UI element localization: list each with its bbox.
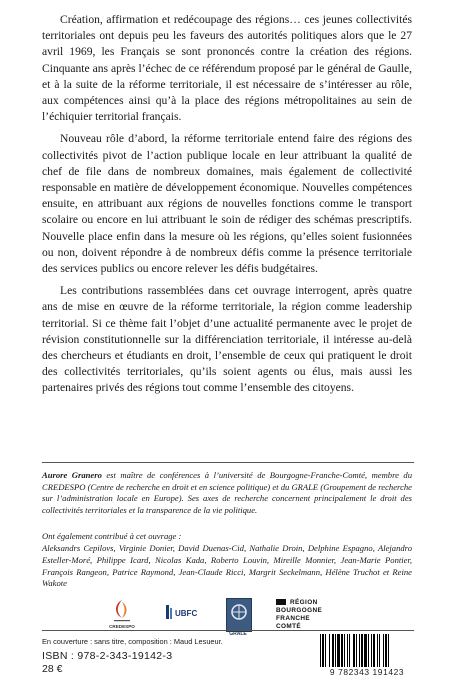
- barcode-number: 9 782343 191423: [316, 667, 418, 677]
- barcode-bar: [388, 634, 389, 668]
- ubfc-logo: [166, 601, 212, 625]
- author-bio: [42, 470, 412, 516]
- barcode-bar: [371, 634, 372, 668]
- barcode-bar: [320, 634, 321, 668]
- barcode-bar: [385, 634, 387, 668]
- grale-logo: [226, 598, 252, 632]
- contributors-list: Aleksandrs Cepilovs, Virginie Donier, David Duenas-Cid, Nathalie Droin, Delphine Espagno, Alejandro Esteller-Moré, Philippe Icard, Nicolas Kada, Roberto Louvin, Mireille Monnier, Jean-Marie Pontier, François Rangeon, Patrice Raymond, Jean-Claude Ricci, Margrit Seckelmann, Hélène Truchot et Reine Wakote: [42, 543, 412, 589]
- barcode-bar: [344, 634, 345, 668]
- barcode-bar: [325, 634, 326, 668]
- barcode-bar: [332, 634, 334, 668]
- barcode-bar: [373, 634, 375, 668]
- footer-info: [42, 637, 262, 676]
- region-logo-mark: [276, 599, 286, 605]
- contributors-heading: Ont également contribué à cet ouvrage :: [42, 531, 182, 541]
- grale-logo-label: GRALE: [229, 631, 247, 637]
- barcode-bar: [347, 634, 348, 668]
- paragraph-3: Les contributions rassemblées dans cet ouvrage interrogent, après quatre ans de mise en œuvre de la réforme territoriale, la région comme leadership territorial. Si ce thème fait l’objet d’une actualité permanente avec le projet de révision constitutionnelle sur la différenciation territoriale, il intéresse au-delà des chercheurs et étudiants en droit, l’ensemble de ceux qui pratiquent le droit des collectivités territoriales, qu’ils soient agents ou élus, mais aussi les partenaires privés des régions tout comme l’ensemble des citoyens.: [42, 284, 412, 395]
- barcode-bar: [341, 634, 343, 668]
- barcode-bar: [383, 634, 384, 668]
- isbn: ISBN : 978-2-343-19142-3: [42, 650, 173, 662]
- author-bio-text: est maître de conférences à l’université de Bourgogne-Franche-Comté, membre du CREDESPO (Centre de recherche en droit et en science politique) et du GRALE (Groupement de recherche sur l’administration locale en Europe). Ses axes de recherche concernent principalement le droit des collectivités territoriales et la transparence de la vie politique.: [42, 470, 413, 515]
- barcode-bar: [337, 634, 340, 668]
- barcode-bar: [329, 634, 330, 668]
- barcode-bar: [349, 634, 350, 668]
- barcode-bar: [359, 634, 360, 668]
- barcode-bar: [364, 634, 367, 668]
- cover-credit: En couverture : sans titre, composition : Maud Lesueur.: [42, 637, 223, 646]
- barcode-bar: [368, 634, 369, 668]
- author-name: Aurore Granero: [42, 470, 102, 480]
- divider-top: [42, 462, 414, 463]
- barcode-bar: [379, 634, 380, 668]
- region-logo-line-4: COMTÉ: [276, 623, 302, 630]
- back-cover-text: [42, 12, 412, 403]
- partner-logos: [0, 598, 450, 637]
- barcode-bar: [322, 634, 324, 668]
- barcode-bar: [335, 634, 336, 668]
- paragraph-2: Nouveau rôle d’abord, la réforme territoriale entend faire des régions des collectivités pivot de l’action publique locale en leur attribuant la qualité de chef de file dans de nombreux domaines, mais également de collectivité responsable en matière de développement économique. Nouvelles compétences ensuite, en attribuant aux régions de nouvelles fonctions comme le transport scolaire ou encore en lui attribuant le soin de rédiger des schémas prescriptifs. Nouvelle place enfin dans la mesure où les régions, qu’elles soient fusionnées ou non, doivent répondre à de nombreux défis comme la présence territoriale des services publics ou encore relever les défis budgétaires.: [42, 132, 412, 276]
- region-logo-line-2: BOURGOGNE: [276, 607, 323, 614]
- paragraph-1: Création, affirmation et redécoupage des régions… ces jeunes collectivités territoriales ont depuis peu les faveurs des autorités politiques alors que le 27 avril 1969, les Français se sont prononcés contre la création des régions. Cinquante ans après l’échec de ce référendum proposé par le général de Gaulle, et à la suite de la réforme territoriale, il est nécessaire de s’intéresser au rôle, aux compétences ainsi qu’à la place des régions métropolitaines au sein de l’échiquier territorial français.: [42, 13, 412, 124]
- barcode-bar: [353, 634, 355, 668]
- barcode-bars: [318, 634, 416, 668]
- region-logo-line-1: RÉGION: [290, 599, 318, 606]
- credespo-logo-label: CREDESPO: [109, 624, 135, 629]
- region-logo-line-3: FRANCHE: [276, 615, 311, 622]
- barcode-bar: [356, 634, 357, 668]
- region-bfc-logo: [276, 599, 346, 631]
- ubfc-logo-label: UBFC: [175, 609, 198, 618]
- credespo-logo: [108, 598, 136, 632]
- barcode-bar: [361, 634, 363, 668]
- divider-bottom: [42, 630, 414, 631]
- barcode-bar: [377, 634, 378, 668]
- price: 28 €: [42, 663, 63, 675]
